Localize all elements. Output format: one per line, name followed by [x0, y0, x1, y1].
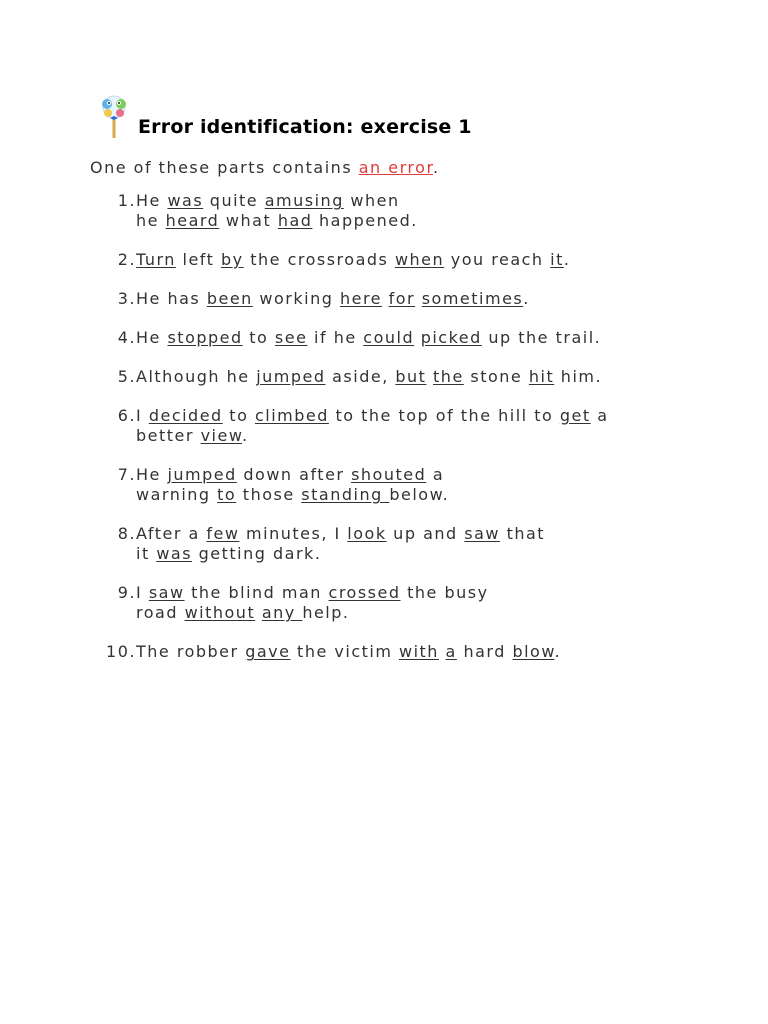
sentence-text: to	[222, 406, 255, 425]
exercise-number: 1.	[117, 191, 136, 210]
sentence-text: He	[136, 328, 168, 347]
exercise-item	[90, 465, 690, 505]
underlined-part[interactable]: when	[394, 250, 445, 269]
instructions	[90, 158, 690, 177]
underlined-part[interactable]: view	[200, 426, 242, 445]
exercise-sentence	[136, 250, 570, 270]
exercise-sentence	[136, 328, 601, 348]
underlined-part[interactable]: jumped	[256, 367, 326, 386]
underlined-part[interactable]: few	[206, 524, 240, 543]
underlined-part[interactable]: was	[167, 191, 204, 210]
sentence-text: the blind man	[184, 583, 329, 602]
sentence-text	[414, 328, 421, 347]
sentence-text: Although he	[136, 367, 257, 386]
underlined-part[interactable]: climbed	[254, 406, 329, 425]
error-highlight: an error	[358, 158, 434, 177]
exercise-item	[90, 328, 690, 348]
underlined-part[interactable]: to	[217, 485, 237, 504]
sentence-text: it	[136, 544, 157, 563]
underlined-part[interactable]: by	[221, 250, 244, 269]
underlined-part[interactable]: the	[433, 367, 464, 386]
sentence-text: if he	[307, 328, 364, 347]
sentence-text: what	[219, 211, 278, 230]
sentence-text: help.	[302, 603, 350, 622]
sentence-text: getting dark.	[192, 544, 322, 563]
exercise-number: 9.	[117, 583, 136, 602]
underlined-part[interactable]: get	[559, 406, 591, 425]
underlined-part[interactable]: but	[395, 367, 427, 386]
exercise-number: 8.	[117, 524, 136, 543]
page-title: Error identification: exercise 1	[138, 116, 472, 138]
title-row	[90, 92, 690, 140]
exercise-number: 2.	[117, 250, 136, 269]
exercise-sentence	[136, 642, 561, 662]
sentence-text: quite	[203, 191, 265, 210]
exercise-item	[90, 642, 690, 662]
underlined-part[interactable]: for	[388, 289, 416, 308]
exercise-list	[90, 191, 690, 662]
exercise-item	[90, 367, 690, 387]
underlined-part[interactable]: sometimes	[421, 289, 524, 308]
sentence-text	[382, 289, 389, 308]
sentence-text: happened.	[312, 211, 418, 230]
sentence-text: a	[590, 406, 609, 425]
underlined-part[interactable]: had	[277, 211, 313, 230]
underlined-part[interactable]: Turn	[136, 250, 176, 269]
sentence-text: .	[523, 289, 530, 308]
sentence-text: I	[136, 406, 149, 425]
exercise-sentence	[136, 524, 545, 564]
exercise-number: 4.	[117, 328, 136, 347]
sentence-text: up and	[386, 524, 465, 543]
exercise-sentence	[136, 465, 449, 505]
underlined-part[interactable]: standing	[301, 485, 390, 504]
exercise-sentence	[136, 406, 609, 446]
underlined-part[interactable]: hit	[528, 367, 555, 386]
sentence-text: below.	[389, 485, 450, 504]
sentence-text: He	[136, 465, 168, 484]
underlined-part[interactable]: any	[261, 603, 303, 622]
worksheet	[90, 92, 690, 681]
sentence-text: .	[241, 426, 249, 445]
pinwheel-icon	[96, 92, 132, 140]
underlined-part[interactable]: without	[184, 603, 256, 622]
sentence-text: he	[136, 211, 166, 230]
exercise-item	[90, 250, 690, 270]
underlined-part[interactable]: stopped	[167, 328, 243, 347]
exercise-number: 7.	[117, 465, 136, 484]
underlined-part[interactable]: been	[206, 289, 253, 308]
exercise-number: 5.	[117, 367, 136, 386]
exercise-number: 10.	[106, 642, 136, 661]
sentence-text: .	[554, 642, 562, 661]
underlined-part[interactable]: crossed	[328, 583, 401, 602]
underlined-part[interactable]: shouted	[351, 465, 427, 484]
exercise-sentence	[136, 367, 602, 387]
underlined-part[interactable]: saw	[148, 583, 185, 602]
underlined-part[interactable]: heard	[165, 211, 220, 230]
exercise-sentence	[136, 289, 530, 309]
exercise-sentence	[136, 583, 489, 623]
sentence-text: stone	[463, 367, 529, 386]
sentence-text: warning	[136, 485, 218, 504]
sentence-text: the crossroads	[243, 250, 395, 269]
sentence-text: that	[499, 524, 546, 543]
underlined-part[interactable]: decided	[148, 406, 223, 425]
underlined-part[interactable]: a	[445, 642, 457, 661]
sentence-text: up the trail.	[481, 328, 602, 347]
sentence-text: .	[563, 250, 571, 269]
underlined-part[interactable]: it	[550, 250, 564, 269]
sentence-text: He	[136, 191, 168, 210]
exercise-item	[90, 524, 690, 564]
exercise-item	[90, 191, 690, 231]
sentence-text: He has	[136, 289, 207, 308]
exercise-item	[90, 583, 690, 623]
sentence-text: working	[252, 289, 340, 308]
underlined-part[interactable]: see	[274, 328, 308, 347]
exercise-sentence	[136, 191, 418, 231]
sentence-text: aside,	[325, 367, 396, 386]
sentence-text: down after	[236, 465, 352, 484]
sentence-text: him.	[554, 367, 603, 386]
sentence-text: the busy	[400, 583, 489, 602]
sentence-text: I	[136, 583, 149, 602]
exercise-item	[90, 289, 690, 309]
sentence-text: you reach	[444, 250, 551, 269]
sentence-text	[439, 642, 446, 661]
underlined-part[interactable]: with	[399, 642, 439, 661]
sentence-text: The robber	[136, 642, 246, 661]
exercise-number: 6.	[117, 406, 136, 425]
sentence-text: to the top of the hill to	[328, 406, 560, 425]
sentence-text	[415, 289, 422, 308]
instructions-end: .	[433, 158, 440, 177]
exercise-item	[90, 406, 690, 446]
sentence-text: After a	[136, 524, 207, 543]
underlined-part[interactable]: gave	[245, 642, 291, 661]
underlined-part[interactable]: jumped	[167, 465, 237, 484]
sentence-text: when	[343, 191, 400, 210]
underlined-part[interactable]: here	[339, 289, 383, 308]
underlined-part[interactable]: saw	[464, 524, 500, 543]
sentence-text: the victim	[290, 642, 399, 661]
sentence-text	[255, 603, 262, 622]
underlined-part[interactable]: was	[156, 544, 193, 563]
underlined-part[interactable]: blow	[512, 642, 555, 661]
sentence-text: to	[242, 328, 275, 347]
sentence-text: left	[175, 250, 222, 269]
underlined-part[interactable]: amusing	[264, 191, 344, 210]
underlined-part[interactable]: look	[347, 524, 387, 543]
sentence-text: minutes, I	[239, 524, 348, 543]
sentence-text: those	[236, 485, 302, 504]
sentence-text: hard	[456, 642, 513, 661]
underlined-part[interactable]: picked	[420, 328, 482, 347]
underlined-part[interactable]: could	[363, 328, 415, 347]
sentence-text: better	[136, 426, 201, 445]
exercise-number: 3.	[117, 289, 136, 308]
sentence-text: a	[426, 465, 445, 484]
instructions-text: One of these parts contains	[90, 158, 359, 177]
sentence-text: road	[136, 603, 185, 622]
